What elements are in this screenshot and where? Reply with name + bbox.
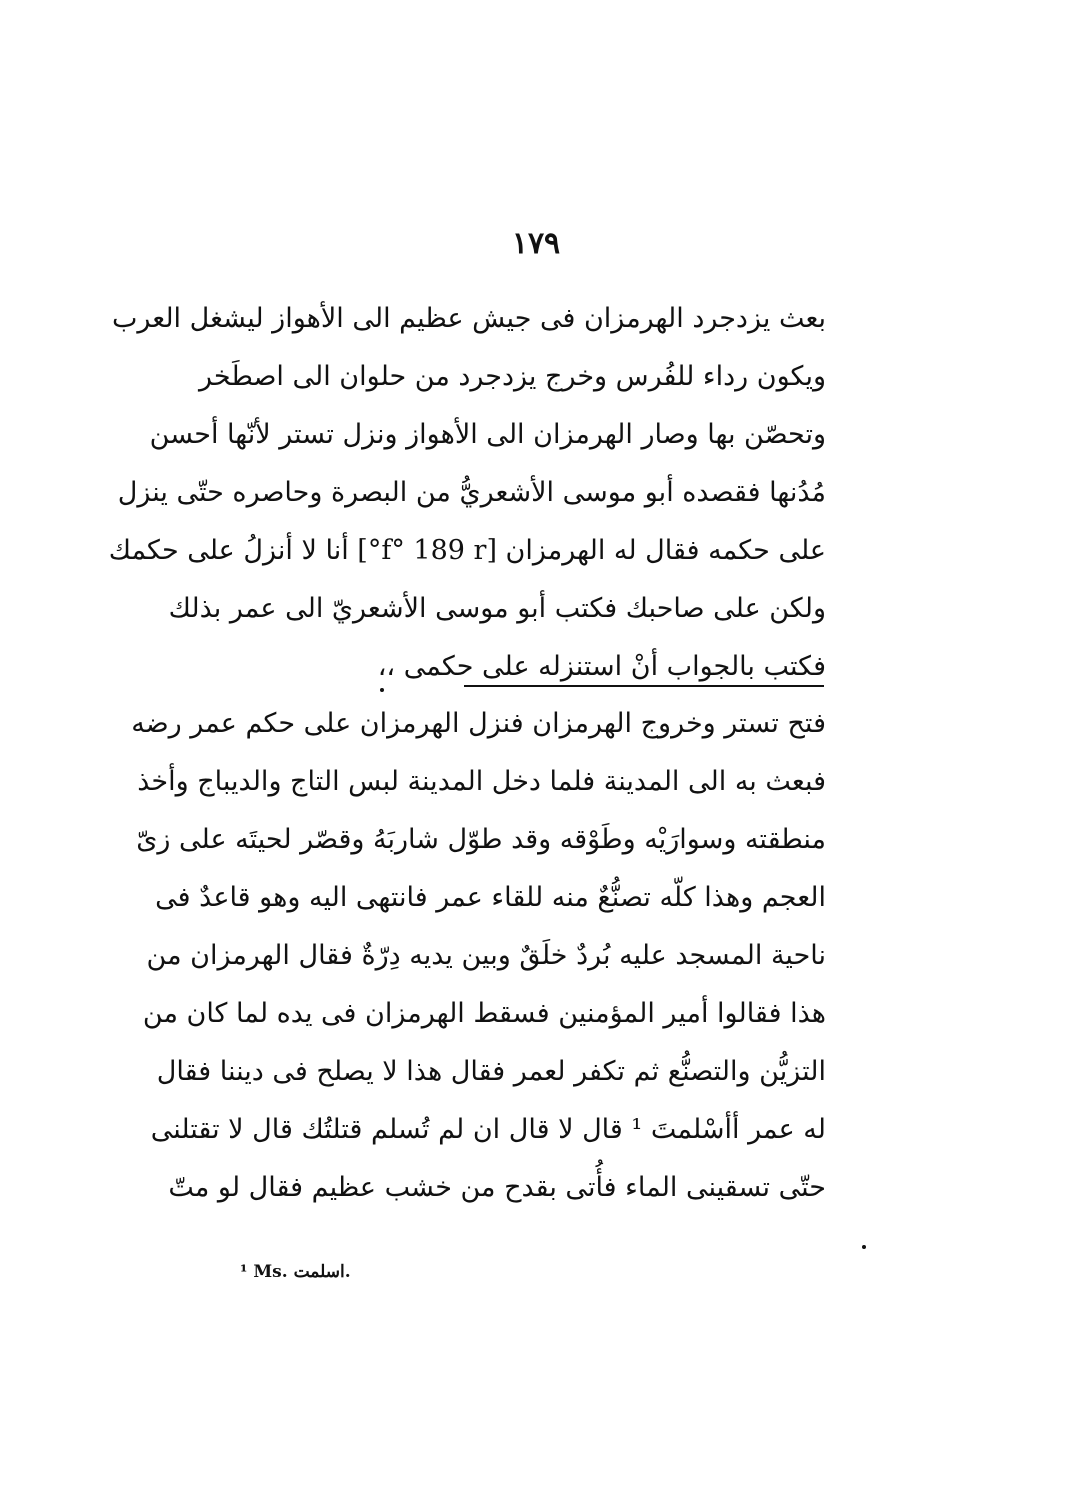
- text-line: العجم وهذا كلّه تصنُّعٌ منه للقاء عمر فانتهى اليه وهو قاعدٌ فى: [155, 882, 826, 913]
- text-line: مُدُنها فقصده أبو موسى الأشعريُّ من البصرة وحاصره حتّى ينزل: [117, 477, 826, 508]
- section-divider: [464, 685, 824, 687]
- text-line: له عمر أأسْلمتَ ¹ قال لا قال ان لم تُسلم قتلتُك قال لا تقتلنى: [150, 1114, 826, 1145]
- page-number: ١٧٩: [511, 226, 561, 261]
- text-line: ولكن على صاحبك فكتب أبو موسى الأشعريّ الى عمر بذلك: [168, 593, 826, 624]
- text-line: حتّى تسقينى الماء فأُتى بقدح من خشب عظيم فقال لو متّ: [168, 1172, 826, 1203]
- text-line: فتح تستر وخروج الهرمزان فنزل الهرمزان على حكم عمر رضه: [131, 708, 826, 739]
- text-line: منطقته وسوارَيْه وطَوْقه وقد طوّل شاربَهُ وقصّر لحيتَه على زىّ: [136, 824, 826, 855]
- text-line: هذا فقالوا أمير المؤمنين فسقط الهرمزان فى يده لما كان من: [142, 998, 826, 1029]
- text-line: التزيُّن والتصنُّع ثم تكفر لعمر فقال هذا لا يصلح فى ديننا فقال: [156, 1056, 826, 1087]
- paragraph-1: [108, 290, 826, 696]
- text-line: فكتب بالجواب أنْ استنزله على حكمى ،،: [377, 651, 826, 682]
- paragraph-2: [131, 695, 826, 1217]
- text-line: وتحصّن بها وصار الهرمزان الى الأهواز ونزل تستر لأنّها أحسن: [149, 419, 826, 450]
- footnote: ¹ Ms. اسلمت.: [240, 1262, 351, 1282]
- ink-speck: [862, 1245, 866, 1249]
- text-line: على حكمه فقال له الهرمزان [f° 189 r°] أنا لا أنزلُ على حكمك: [108, 535, 826, 566]
- ink-speck: [380, 688, 384, 692]
- text-line: ويكون رداء للفُرس وخرج يزدجرد من حلوان الى اصطَخر: [199, 361, 826, 392]
- text-line: فبعث به الى المدينة فلما دخل المدينة لبس التاج والديباج وأخذ: [137, 766, 826, 797]
- text-line: بعث يزدجرد الهرمزان فى جيش عظيم الى الأهواز ليشغل العرب: [111, 303, 826, 334]
- text-line: ناحية المسجد عليه بُردٌ خلَقٌ وبين يديه دِرّةٌ فقال الهرمزان من: [146, 940, 826, 971]
